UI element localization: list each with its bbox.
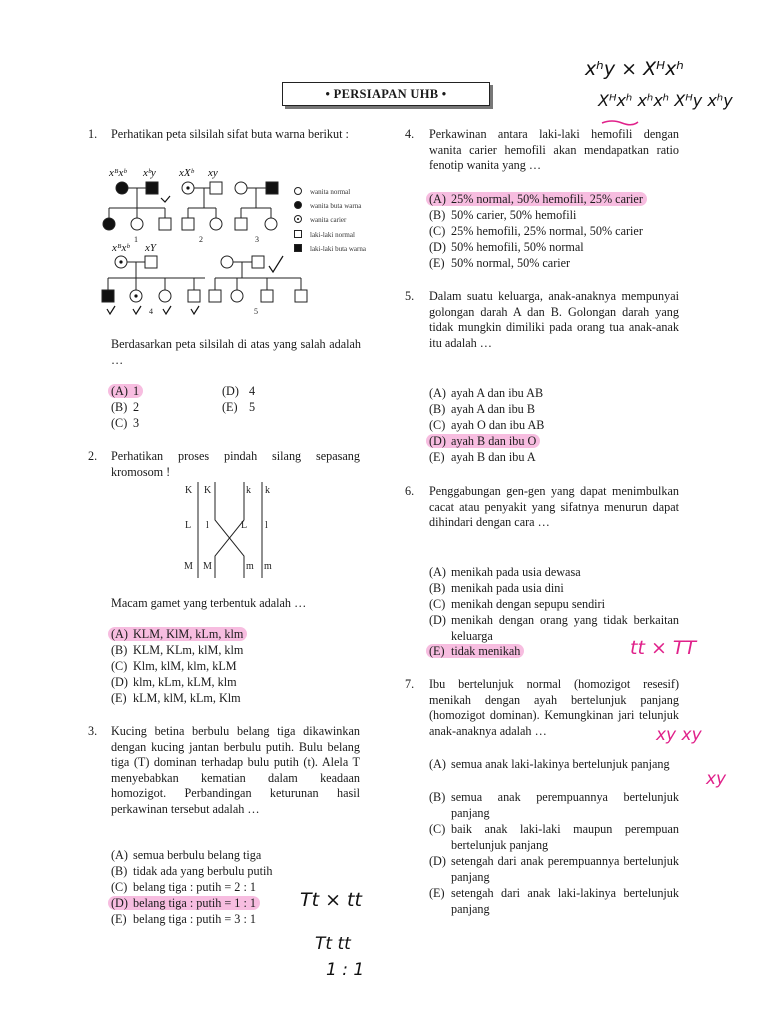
question-text: Perhatikan peta silsilah sifat buta warna berikut : [111,127,349,141]
question-number: 4. [405,127,415,141]
question-number: 1. [88,127,98,141]
handwritten-note-q4-top: xʰy × Xᴴxʰ [585,58,684,80]
pedigree-legend [295,188,302,252]
option-1c[interactable]: (C) 3 [111,416,140,430]
question-2 [88,449,360,480]
question-6 [405,484,679,531]
option-2a[interactable]: (A) KLM, KlM, kLm, klm [111,627,247,643]
handwritten-note-q7-a: xy xy [656,725,702,745]
question-1 [88,127,360,143]
option-7c[interactable]: (C) baik anak laki-laki maupun perempuan bertelunjuk panjang [429,822,679,852]
question-text: Berdasarkan peta silsilah di atas yang salah adalah … [111,337,361,367]
handwritten-note-q3-a: Tt × tt [300,889,362,911]
option-4c[interactable]: (C) 25% hemofili, 25% normal, 50% carier [429,224,643,238]
pedigree-male-normal [210,182,222,194]
handwritten-underline [600,117,640,127]
option-6d[interactable]: (D) menikah dengan orang yang tidak berkaitan keluarga [429,613,679,643]
pedigree-male-colorblind [266,182,278,194]
option-5e[interactable]: (E) ayah B dan ibu A [429,450,536,464]
svg-text:L: L [241,520,248,531]
handwritten-genotype: xy [208,167,218,179]
crossing-over-diagram [180,478,280,582]
option-4a[interactable]: (A) 25% normal, 50% hemofili, 25% carier [429,192,647,208]
option-3d[interactable]: (D) belang tiga : putih = 1 : 1 [111,896,260,912]
option-3e[interactable]: (E) belang tiga : putih = 3 : 1 [111,912,256,926]
option-2d[interactable]: (D) klm, kLm, kLM, klm [111,675,237,689]
option-6e[interactable]: (E) tidak menikah [429,644,524,660]
option-7e[interactable]: (E) setengah dari anak laki-lakinya bertelunjuk panjang [429,886,679,916]
option-7d[interactable]: (D) setengah dari anak perempuannya bertelunjuk panjang [429,854,679,884]
option-2e[interactable]: (E) kLM, klM, kLm, Klm [111,691,241,705]
question-4 [405,127,679,174]
option-4e[interactable]: (E) 50% normal, 50% carier [429,256,571,270]
pedigree-number: 4 [149,307,153,316]
handwritten-note-q3-b: Tt tt [315,934,351,954]
question-3 [88,724,360,817]
option-5d[interactable]: (D) ayah B dan ibu O [429,434,540,450]
legend-label: laki-laki normal [310,231,355,239]
question-text: Penggabungan gen-gen yang dapat menimbulkan cacat atau penyakit yang sifatnya menurun dapat dihindari dengan cara … [429,484,679,529]
question-1-stem [111,337,361,368]
option-2b[interactable]: (B) KLM, KLm, klM, klm [111,643,244,657]
handwritten-note-q6: tt × TT [630,637,697,659]
handwritten-genotype: xᵇy [143,167,156,179]
option-1b[interactable]: (B) 2 [111,400,140,414]
option-5c[interactable]: (C) ayah O dan ibu AB [429,418,545,432]
pedigree-female-colorblind [116,182,128,194]
option-4b[interactable]: (B) 50% carier, 50% hemofili [429,208,577,222]
legend-label: wanita carier [310,216,347,224]
option-7b[interactable]: (B) semua anak perempuannya bertelunjuk panjang [429,790,679,820]
svg-text:K: K [185,485,193,496]
legend-label: wanita normal [310,188,351,196]
option-6c[interactable]: (C) menikah dengan sepupu sendiri [429,597,605,611]
pedigree-number: 2 [199,235,203,244]
svg-text:k: k [246,485,251,496]
handwritten-genotype: xXᵇ [179,167,194,179]
handwritten-genotype: xᴮxᵇ [109,167,127,179]
option-3b[interactable]: (B) tidak ada yang berbulu putih [111,864,273,878]
svg-text:M: M [184,561,193,572]
question-text: Ibu bertelunjuk normal (homozigot resesif) menikah dengan ayah bertelunjuk panjang (homozigot dominan). Kemungkinan jari telunjuk anak-anaknya adalah … [429,677,679,738]
svg-text:k: k [265,485,270,496]
option-2c[interactable]: (C) Klm, klM, klm, kLM [111,659,237,673]
question-number: 5. [405,289,415,303]
svg-text:L: L [185,520,192,531]
pedigree-chart [95,160,380,320]
option-7a[interactable]: (A) semua anak laki-lakinya bertelunjuk panjang [429,757,670,771]
svg-text:m: m [264,561,272,572]
option-3a[interactable]: (A) semua berbulu belang tiga [111,848,262,862]
question-7 [405,677,679,739]
svg-text:K: K [204,485,212,496]
pedigree-number: 5 [254,307,258,316]
option-6b[interactable]: (B) menikah pada usia dini [429,581,564,595]
question-text: Perhatikan proses pindah silang sepasang kromosom ! [111,449,360,479]
option-4d[interactable]: (D) 50% hemofili, 50% normal [429,240,584,254]
handwritten-note-q3-c: 1 : 1 [326,960,365,980]
question-text: Perkawinan antara laki-laki hemofili dengan wanita carier hemofili akan mendapatkan ratio fenotip wanita yang … [429,127,679,172]
option-1e[interactable]: (E) 5 [222,400,256,414]
handwritten-genotype: xY [145,242,156,254]
question-text: Kucing betina berbulu belang tiga dikawinkan dengan kucing jantan berbulu putih. Bulu belang tiga (T) dominan terhadap bulu putih (t). Alela T menyebabkan kematian dalam keadaan homozigot. Perbandingan keturunan hasil perkawinan tersebut adalah … [111,724,360,816]
pedigree-number: 3 [255,235,259,244]
pedigree-female-normal [235,182,247,194]
question-2-stem: Macam gamet yang terbentuk adalah … [111,596,307,610]
question-number: 7. [405,677,415,691]
question-number: 6. [405,484,415,498]
page-title: • PERSIAPAN UHB • [282,82,490,106]
handwritten-note-q7-b: xy [706,769,727,789]
question-number: 3. [88,724,98,738]
handwritten-genotype: xᴮxᵇ [112,242,130,254]
pedigree-male-colorblind [146,182,158,194]
pedigree-number: 1 [134,235,138,244]
svg-text:m: m [246,561,254,572]
option-1d[interactable]: (D) 4 [222,384,256,398]
option-3c[interactable]: (C) belang tiga : putih = 2 : 1 [111,880,256,894]
option-5a[interactable]: (A) ayah A dan ibu AB [429,386,544,400]
option-1a[interactable]: (A) 1 [111,384,143,400]
svg-text:l: l [265,520,268,531]
legend-label: laki-laki buta warna [310,245,366,253]
question-number: 2. [88,449,98,463]
svg-text:M: M [203,561,212,572]
question-5 [405,289,679,351]
legend-label: wanita buta warna [310,202,362,210]
option-5b[interactable]: (B) ayah A dan ibu B [429,402,535,416]
option-6a[interactable]: (A) menikah pada usia dewasa [429,565,581,579]
svg-text:l: l [206,520,209,531]
handwritten-note-q4-bottom: Xᴴxʰ xʰxʰ Xᴴy xʰy [598,91,733,110]
question-text: Dalam suatu keluarga, anak-anaknya mempunyai golongan darah A dan B. Golongan darah yang tidak mungkin dimiliki pada orang tua anak-anak itu adalah … [429,289,679,350]
